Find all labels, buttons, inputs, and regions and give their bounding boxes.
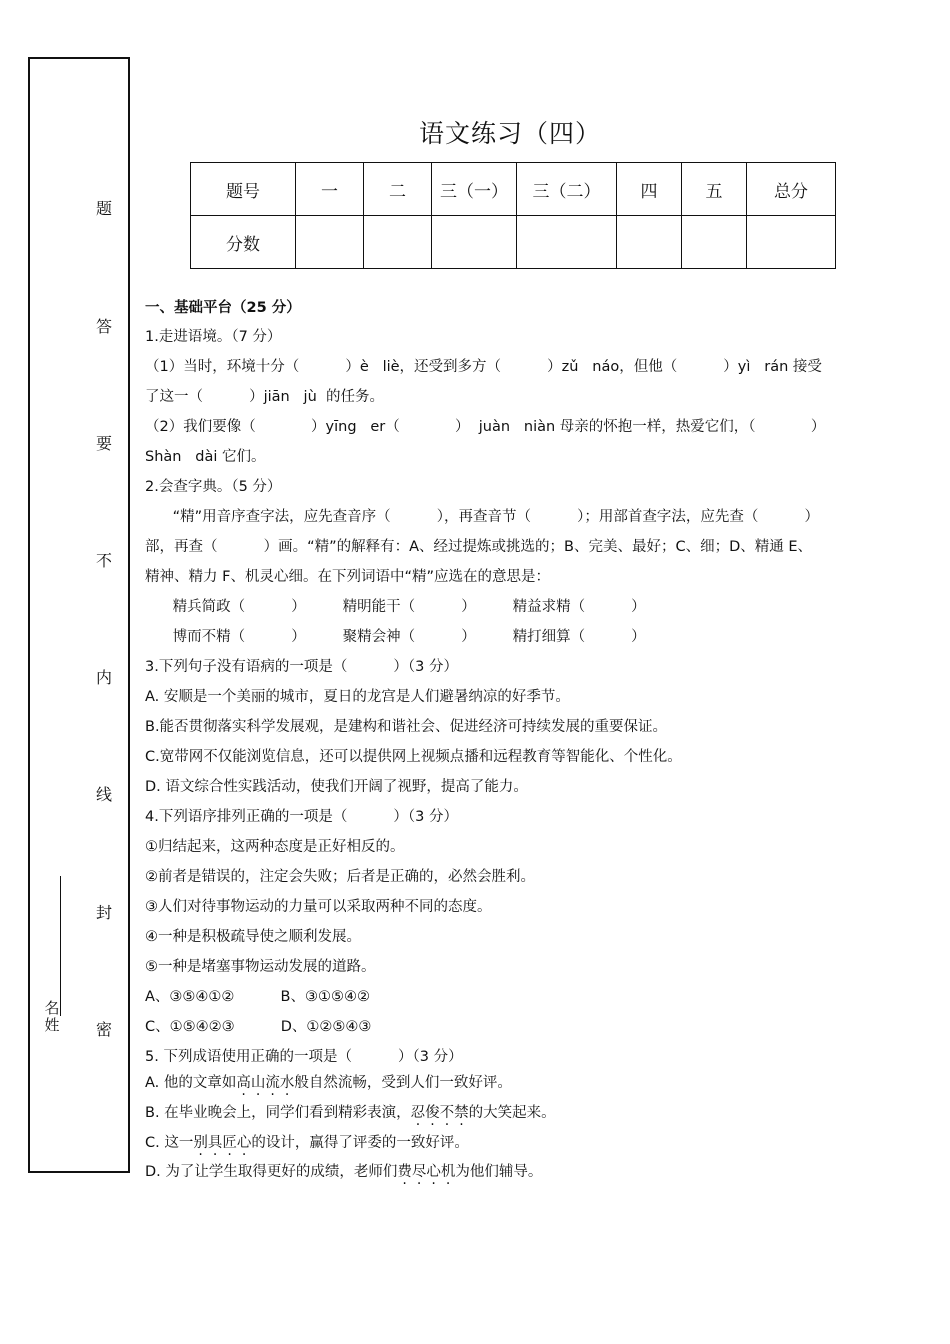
option-text: B. 在毕业晚会上，同学们看到精彩表演，忍俊不禁的大笑起来。 [145,1105,556,1121]
option-text: A. 他的文章如高山流水般自然流畅，受到人们一致好评。 [145,1075,512,1091]
section-heading: 一、基础平台（25 分） [145,300,301,316]
option-text: C、①⑤④②③ D、①②⑤④③ [145,1019,372,1035]
seal-char: 答 [95,317,112,336]
question-text: 博而不精（ ） 聚精会神（ ） 精打细算（ ） [145,629,646,645]
seal-char: 内 [95,668,112,687]
question-text: Shàn dài 它们。 [145,449,266,465]
score-header-cell: 三（一） [432,163,517,216]
name-label: 名 姓 [44,999,60,1034]
question-heading: 2.会查字典。（5 分） [145,479,282,495]
score-cell[interactable] [296,216,364,269]
question-text: 了这一（ ）jiān jù 的任务。 [145,389,384,405]
question-heading: 3.下列句子没有语病的一项是（ ）（3 分） [145,659,459,675]
score-header-cell: 四 [617,163,682,216]
option-text: C.宽带网不仅能浏览信息，还可以提供网上视频点播和远程教育等智能化、个性化。 [145,749,682,765]
seal-char: 题 [95,199,112,218]
score-cell[interactable] [747,216,836,269]
question-heading: 1.走进语境。（7 分） [145,329,282,345]
score-table-header-row [191,163,836,216]
score-cell[interactable] [517,216,617,269]
seal-char: 要 [95,434,112,453]
sentence-item: ①归结起来，这两种态度是正好相反的。 [145,839,405,855]
sentence-item: ④一种是积极疏导使之顺利发展。 [145,929,361,945]
seal-char: 线 [95,785,112,804]
score-header-cell: 五 [682,163,747,216]
score-cell[interactable] [682,216,747,269]
score-header-cell: 三（二） [517,163,617,216]
score-cell[interactable] [432,216,517,269]
question-text: 精兵简政（ ） 精明能干（ ） 精益求精（ ） [145,599,646,615]
question-heading: 4.下列语序排列正确的一项是（ ）（3 分） [145,809,459,825]
seal-char: 不 [95,551,112,570]
sentence-item: ③人们对待事物运动的力量可以采取两种不同的态度。 [145,899,492,915]
question-text: （1）当时，环境十分（ ）è liè，还受到多方（ ）zǔ náo，但他（ ）yì rán 接受 [145,359,822,375]
score-table [190,162,836,269]
name-write-line[interactable] [60,876,61,1016]
question-text: “精”用音序查字法，应先查音序（ ），再查音节（ ）；用部首查字法，应先查（ ） [145,509,819,525]
question-text: 部，再查（ ）画。“精”的解释有：A、经过提炼或挑选的；B、完美、最好；C、细；D、精通 E、 [145,539,813,555]
score-row-label: 分数 [191,216,296,269]
score-header-cell: 题号 [191,163,296,216]
sentence-item: ②前者是错误的，注定会失败；后者是正确的，必然会胜利。 [145,869,535,885]
score-header-cell: 一 [296,163,364,216]
option-text: A、③⑤④①② B、③①⑤④② [145,989,370,1005]
option-text: B.能否贯彻落实科学发展观，是建构和谐社会、促进经济可持续发展的重要保证。 [145,719,668,735]
seal-char: 密 [95,1020,112,1039]
score-header-cell: 总分 [747,163,836,216]
page-title: 语文练习（四） [418,119,601,148]
option-text: A. 安顺是一个美丽的城市，夏日的龙宫是人们避暑纳凉的好季节。 [145,689,570,705]
score-header-cell: 二 [364,163,432,216]
option-text: D. 为了让学生取得更好的成绩，老师们费尽心机为他们辅导。 [145,1164,543,1180]
question-heading: 5. 下列成语使用正确的一项是（ ）（3 分） [145,1049,463,1065]
question-text: （2）我们要像（ ）yīng er（ ） juàn niàn 母亲的怀抱一样，热爱它们，（ ） [145,419,826,435]
score-table-score-row [191,216,836,269]
question-text: 精神、精力 F、机灵心细。在下列词语中“精”应选在的意思是： [145,569,550,585]
sentence-item: ⑤一种是堵塞事物运动发展的道路。 [145,959,376,975]
option-text: C. 这一别具匠心的设计，赢得了评委的一致好评。 [145,1135,469,1151]
option-text: D. 语文综合性实践活动，使我们开阔了视野，提高了能力。 [145,779,528,795]
seal-char: 封 [95,903,112,922]
score-cell[interactable] [364,216,432,269]
score-cell[interactable] [617,216,682,269]
